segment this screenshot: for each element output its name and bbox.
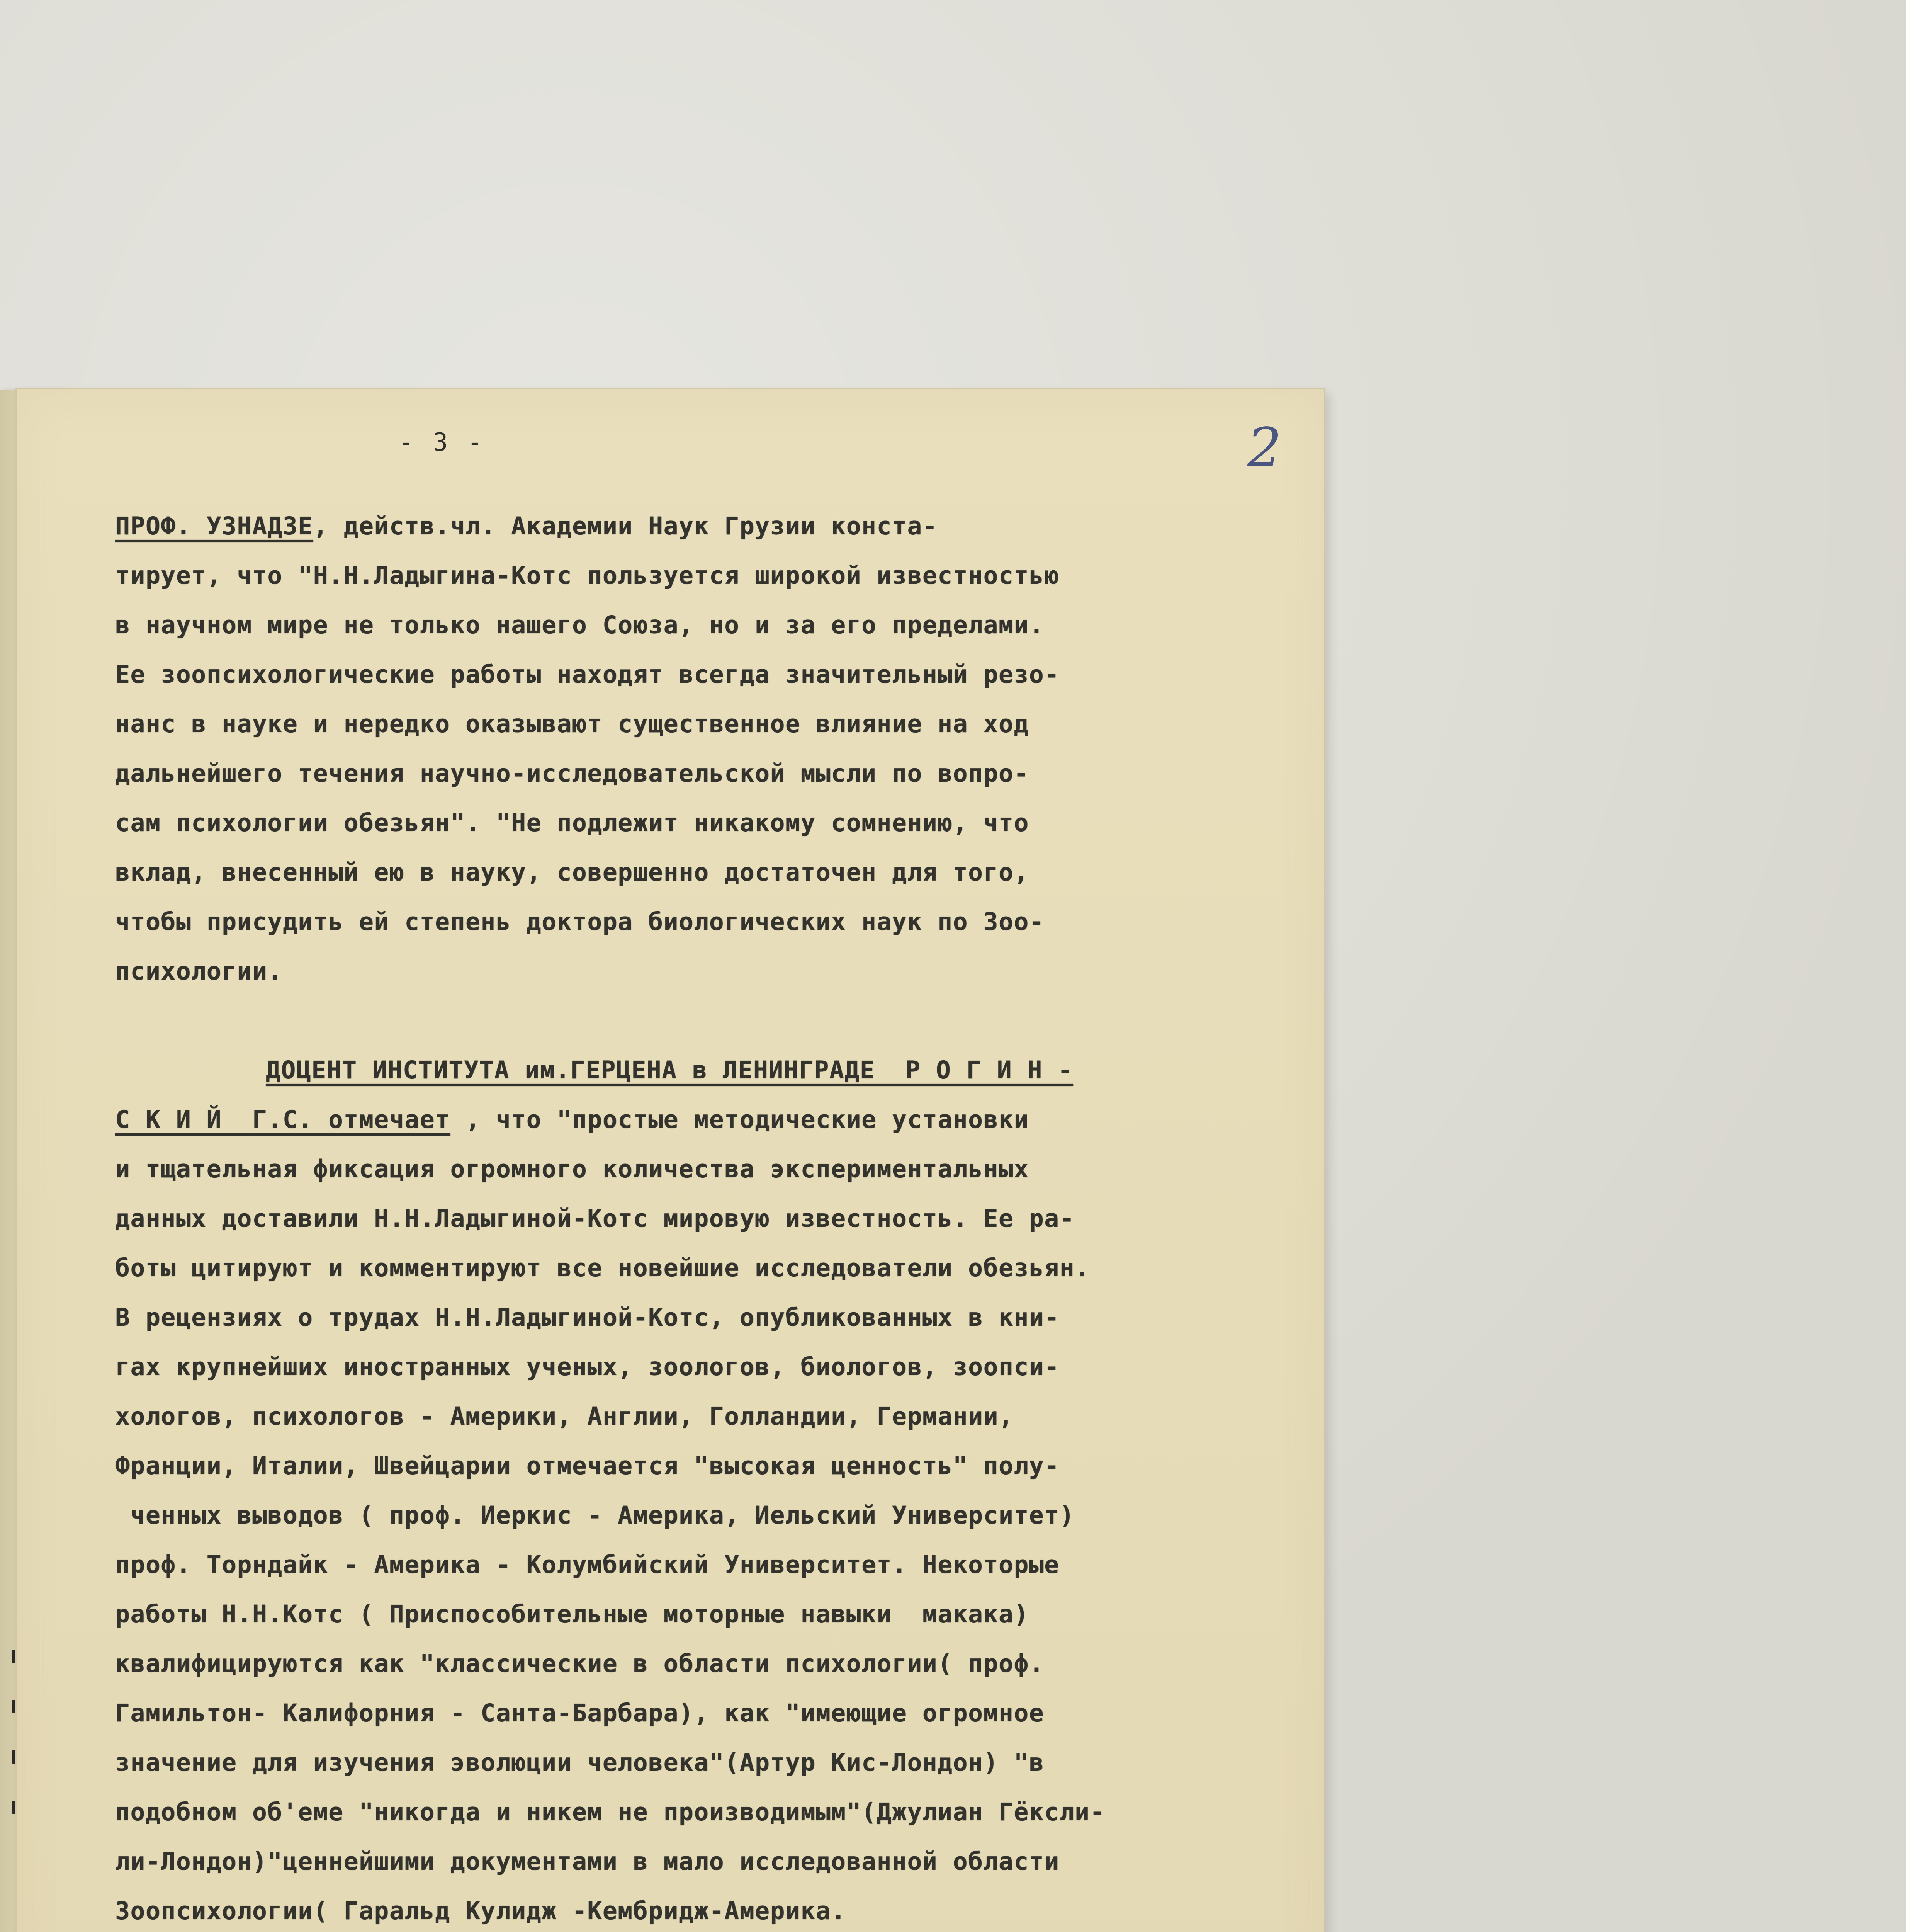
text-line [115,1046,1235,1095]
text-line: вклад, внесенный ею в науку, совершенно достаточен для того, [115,858,1029,886]
typewritten-page [15,388,1325,1932]
text-line: нанс в науке и нередко оказывают существенное влияние на ход [115,710,1029,738]
text-line: тирует, что "Н.Н.Ладыгина-Котс пользуется широкой известностью [115,561,1060,590]
text-line: подобном об'еме "никогда и никем не производимым"(Джулиан Гёксли- [115,1798,1105,1826]
text-line: квалифицируются как "классические в области психологии( проф. [115,1650,1045,1678]
paragraph-roginsky [115,1046,1235,1932]
page-body [115,502,1235,1932]
text-line: Зоопсихологии( Гаральд Кулидж -Кембридж-Америка. [115,1897,846,1925]
text-line: С К И Й Г.С. отмечает , что "простые методические установки [115,1105,1029,1134]
text-line: Ее зоопсихологические работы находят всегда значительный резо- [115,660,1060,689]
heading-roginsky-line1: ДОЦЕНТ ИНСТИТУТА им.ГЕРЦЕНА в ЛЕНИНГРАДЕ Р О Г И Н - [266,1056,1073,1084]
paragraph-gap [115,996,1235,1046]
heading-uznadze: ПРОФ. УЗНАДЗЕ [115,512,313,540]
text-line: В рецензиях о трудах Н.Н.Ладыгиной-Котс, опубликованных в кни- [115,1303,1060,1332]
text-line: гах крупнейших иностранных ученых, зоологов, биологов, зоопси- [115,1353,1060,1381]
text-line: чтобы присудить ей степень доктора биологических наук по Зоо- [115,908,1045,936]
text-line: дальнейшего течения научно-исследовательской мысли по вопро- [115,759,1029,787]
text-line: психологии. [115,957,283,985]
text-line: ли-Лондон)"ценнейшими документами в мало исследованной области [115,1847,1060,1876]
text-line: работы Н.Н.Котс ( Приспособительные моторные навыки макака) [115,1600,1029,1628]
text-line: Гамильтон- Калифорния - Санта-Барбара), как "имеющие огромное [115,1699,1045,1727]
text-line: данных доставили Н.Н.Ладыгиной-Котс мировую известность. Ее ра- [115,1204,1075,1233]
page-number: - 3 - [398,428,485,457]
handwritten-folio-number: 2 [1247,417,1282,480]
text-line: и тщательная фиксация огромного количества экспериментальных [115,1155,1029,1183]
text-line: ченных выводов ( проф. Иеркис - Америка, Иельский Университет) [115,1501,1075,1529]
text-line: в научном мире не только нашего Союза, но и за его пределами. [115,611,1045,639]
text-line: боты цитируют и комментируют все новейшие исследователи обезьян. [115,1254,1090,1282]
text-line: хологов, психологов - Америки, Англии, Голландии, Германии, [115,1402,1014,1430]
text-line: сам психологии обезьян". "Не подлежит никакому сомнению, что [115,809,1029,837]
text-line: Франции, Италии, Швейцарии отмечается "высокая ценность" полу- [115,1452,1060,1480]
heading-roginsky-line2: С К И Й Г.С. отмечает [115,1105,450,1134]
text-line: ПРОФ. УЗНАДЗЕ, действ.чл. Академии Наук Грузии конста- [115,512,938,540]
text-line: значение для изучения эволюции человека"(Артур Кис-Лондон) "в [115,1748,1045,1777]
paragraph-uznadze [115,502,1235,996]
text-line: проф. Торндайк - Америка - Колумбийский Университет. Некоторые [115,1551,1060,1579]
